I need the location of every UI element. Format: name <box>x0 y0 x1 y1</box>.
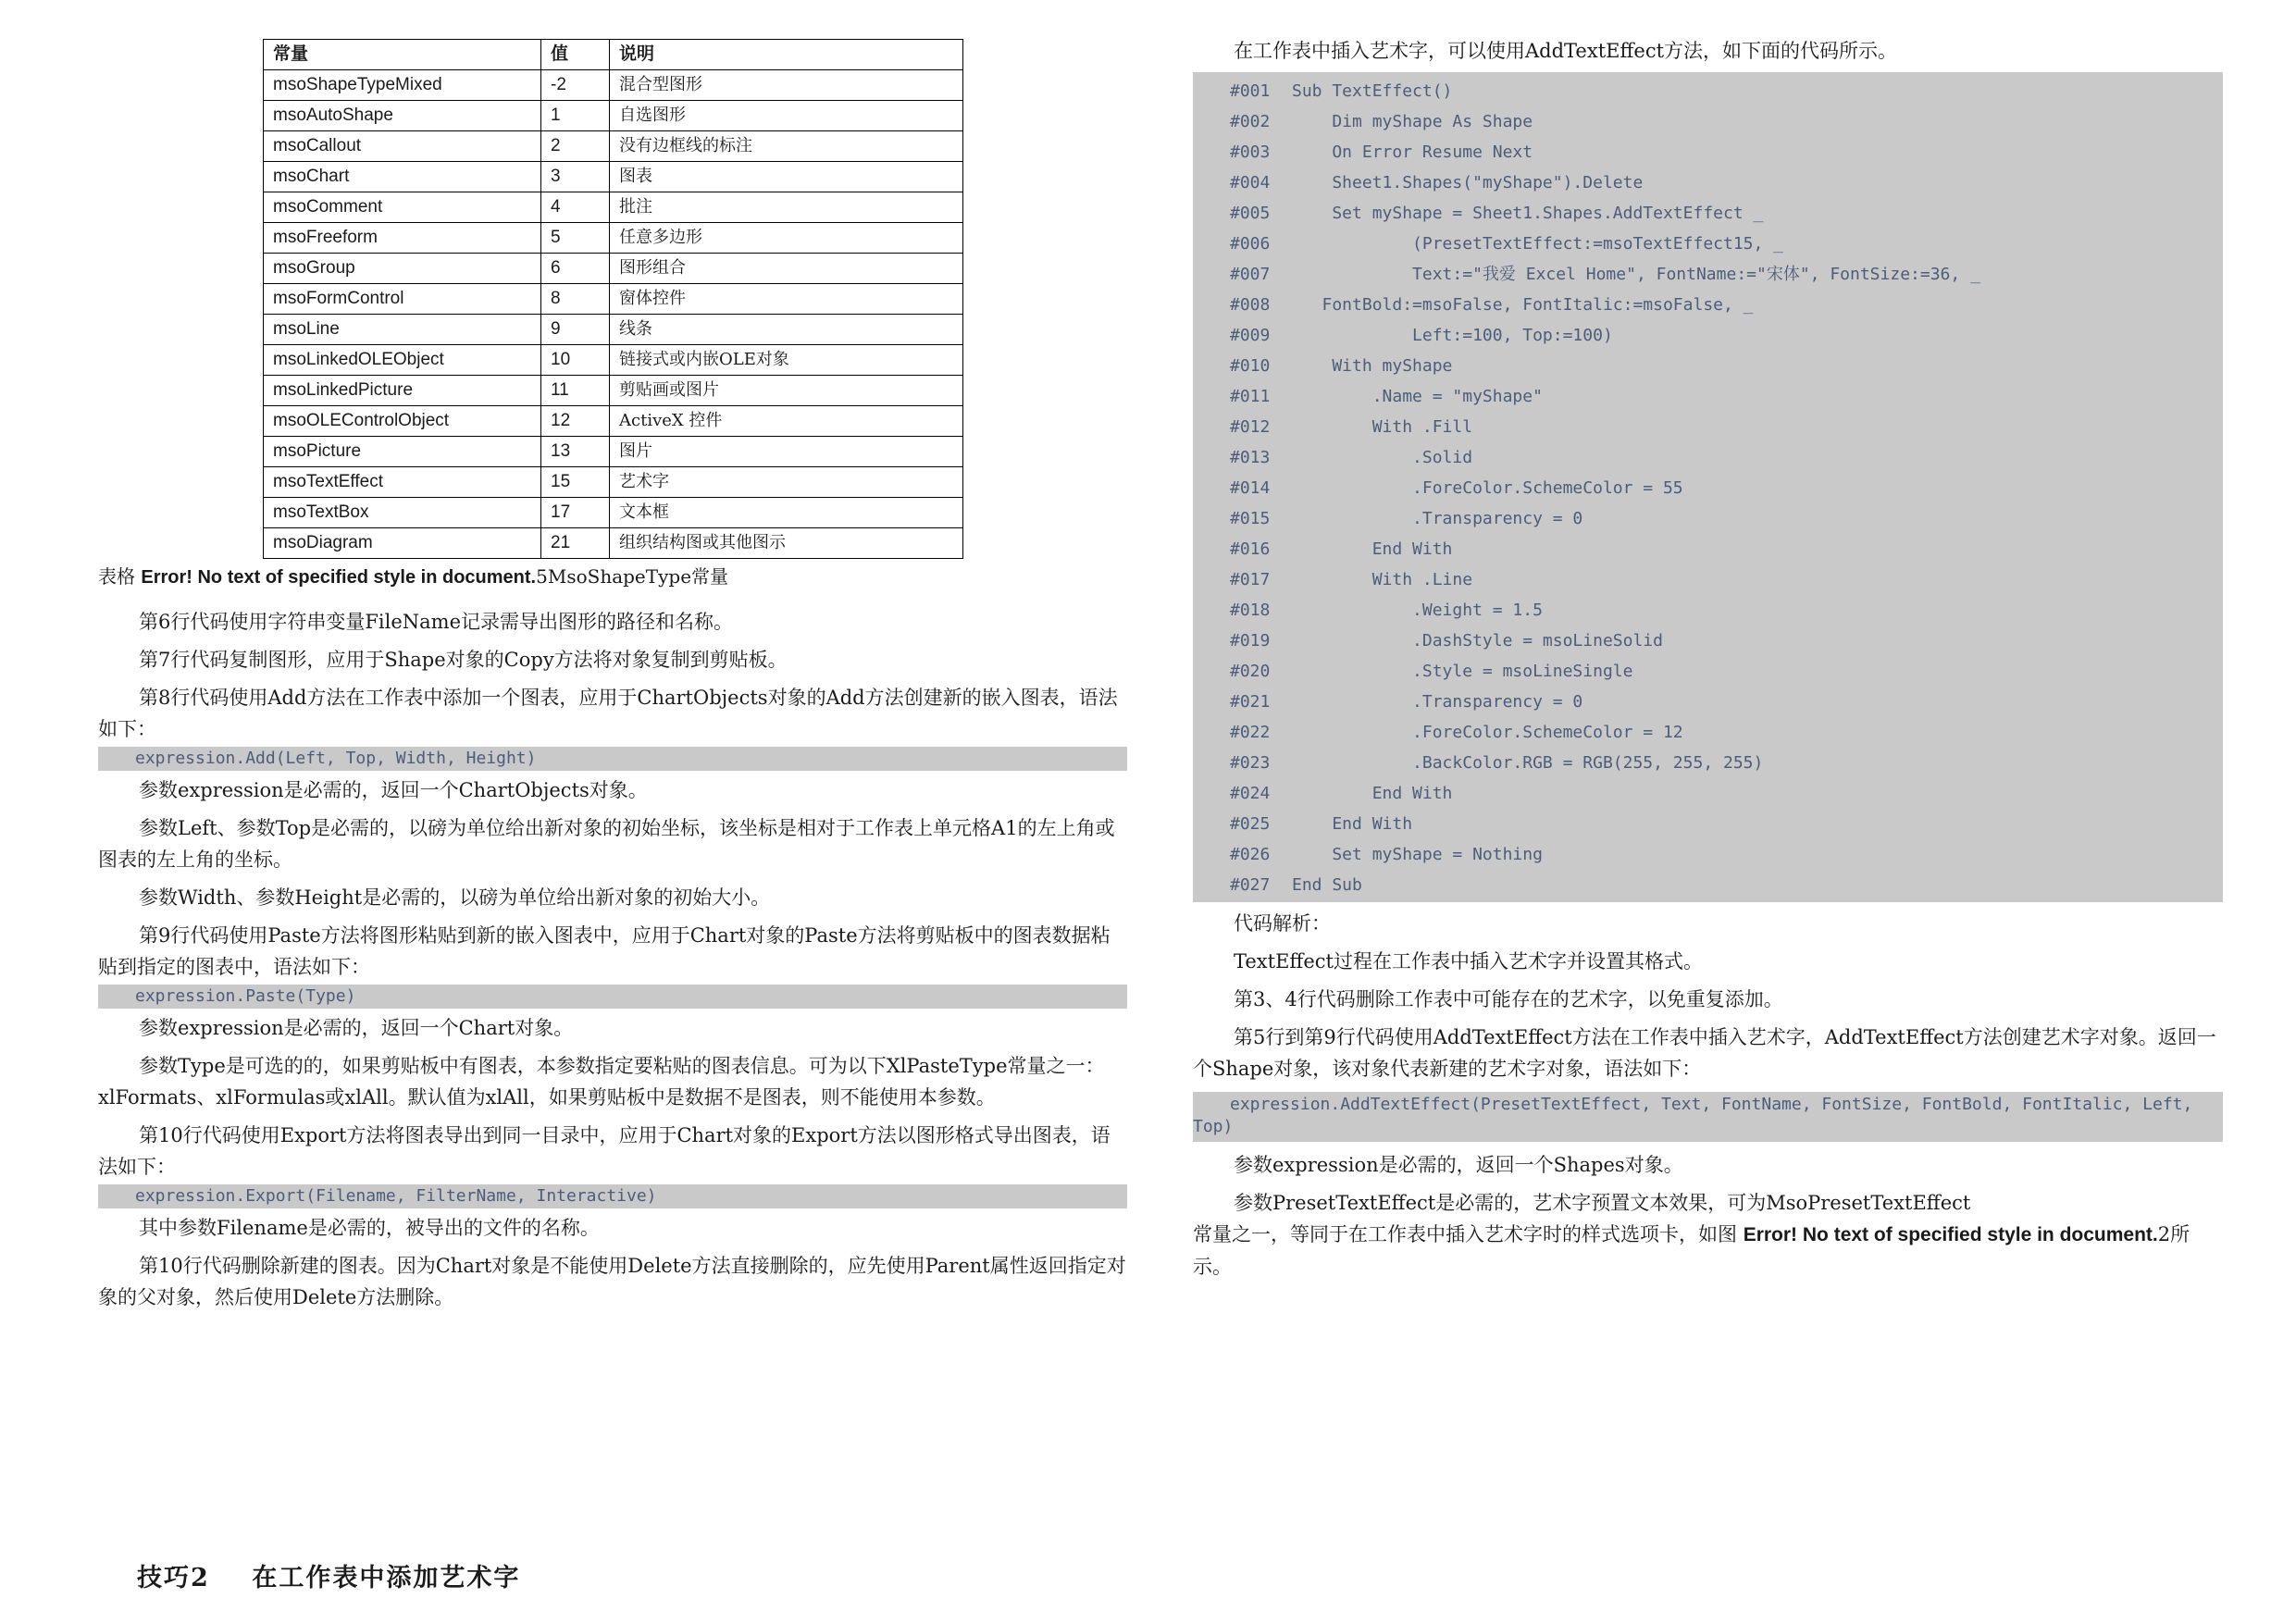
code-line-text: .Name = "myShape" <box>1292 387 1543 406</box>
table-cell-constant: msoTextBox <box>264 498 541 528</box>
table-row <box>264 284 963 315</box>
table-row <box>264 101 963 131</box>
code-line <box>1230 778 2223 809</box>
table-row <box>264 162 963 192</box>
code-line <box>1230 76 2223 106</box>
code-line <box>1230 106 2223 137</box>
code-line-number: #007 <box>1230 265 1271 284</box>
code-line-number: #008 <box>1230 295 1271 315</box>
paragraph: 参数PresetTextEffect是必需的，艺术字预置文本效果，可为MsoPresetTextEffect <box>1234 1192 1971 1214</box>
table-cell-description: 任意多边形 <box>610 223 963 254</box>
code-line <box>1230 442 2223 473</box>
code-line-number: #016 <box>1230 539 1271 559</box>
table-cell-value: 1 <box>541 101 610 131</box>
table-cell-constant: msoLinkedPicture <box>264 376 541 406</box>
table-row <box>264 70 963 101</box>
code-line <box>1230 320 2223 351</box>
table-cell-description: 线条 <box>610 315 963 345</box>
code-line-number: #026 <box>1230 845 1271 864</box>
table-row <box>264 345 963 376</box>
table-cell-value: 6 <box>541 254 610 284</box>
table-caption <box>98 561 1127 593</box>
paragraph: 在工作表中插入艺术字，可以使用AddTextEffect方法，如下面的代码所示。 <box>1234 40 1898 62</box>
code-snippet: expression.Paste(Type) <box>98 985 1127 1009</box>
table-body <box>264 70 963 559</box>
table-cell-description: 组织结构图或其他图示 <box>610 528 963 559</box>
code-line <box>1230 229 2223 259</box>
table-header-description: 说明 <box>610 40 963 70</box>
table-row <box>264 254 963 284</box>
paragraph: 代码解析： <box>1234 912 1331 935</box>
code-line <box>1230 473 2223 503</box>
caption-error-text: Error! No text of specified style in document. <box>141 567 537 588</box>
paragraph: 第7行代码复制图形，应用于Shape对象的Copy方法将对象复制到剪贴板。 <box>139 649 788 671</box>
code-line-number: #020 <box>1230 662 1271 681</box>
code-line-text: With .Line <box>1292 570 1473 589</box>
code-line-number: #010 <box>1230 356 1271 376</box>
table-cell-value: 15 <box>541 467 610 498</box>
code-line-text: Text:="我爱 Excel Home", FontName:="宋体", FontSize:=36, _ <box>1292 265 1980 284</box>
code-line-number: #017 <box>1230 570 1271 589</box>
code-line-text: End With <box>1292 539 1453 559</box>
code-line <box>1230 167 2223 198</box>
code-line-number: #011 <box>1230 387 1271 406</box>
code-line <box>1230 809 2223 839</box>
table-cell-value: 9 <box>541 315 610 345</box>
code-line <box>1230 259 2223 290</box>
table-cell-value: 10 <box>541 345 610 376</box>
code-line-text: .Solid <box>1292 448 1473 467</box>
table-cell-constant: msoChart <box>264 162 541 192</box>
table-cell-constant: msoTextEffect <box>264 467 541 498</box>
paragraph: 第5行到第9行代码使用AddTextEffect方法在工作表中插入艺术字，AddTextEffect方法创建艺术字对象。返回一个Shape对象，该对象代表新建的艺术字对象，语法如下： <box>1193 1026 2216 1080</box>
table-cell-constant: msoPicture <box>264 437 541 467</box>
paragraph: 第8行代码使用Add方法在工作表中添加一个图表，应用于ChartObjects对象的Add方法创建新的嵌入图表，语法如下： <box>98 687 1118 740</box>
code-snippet: expression.Export(Filename, FilterName, Interactive) <box>98 1184 1127 1208</box>
table-header-constant: 常量 <box>264 40 541 70</box>
code-line-text: End With <box>1292 814 1413 834</box>
code-line-number: #027 <box>1230 875 1271 895</box>
code-line-text: On Error Resume Next <box>1292 142 1533 162</box>
code-line <box>1230 717 2223 748</box>
paragraph: 第9行代码使用Paste方法将图形粘贴到新的嵌入图表中，应用于Chart对象的Paste方法将剪贴板中的图表数据粘贴到指定的图表中，语法如下： <box>98 924 1111 978</box>
paragraph: 第10行代码删除新建的图表。因为Chart对象是不能使用Delete方法直接删除的，应先使用Parent属性返回指定对象的父对象，然后使用Delete方法删除。 <box>98 1255 1126 1308</box>
code-line <box>1230 351 2223 381</box>
table-cell-constant: msoShapeTypeMixed <box>264 70 541 101</box>
paragraph: 第10行代码使用Export方法将图表导出到同一目录中，应用于Chart对象的Export方法以图形格式导出图表，语法如下： <box>98 1124 1111 1178</box>
code-line <box>1230 595 2223 626</box>
table-cell-description: 文本框 <box>610 498 963 528</box>
code-listing <box>1193 72 2223 902</box>
table-cell-description: 艺术字 <box>610 467 963 498</box>
code-line-text: .Style = msoLineSingle <box>1292 662 1633 681</box>
code-line-text: Set myShape = Sheet1.Shapes.AddTextEffect _ <box>1292 204 1764 223</box>
table-cell-value: 4 <box>541 192 610 223</box>
table-row <box>264 498 963 528</box>
code-line-text: .ForeColor.SchemeColor = 12 <box>1292 723 1683 742</box>
code-line <box>1230 839 2223 870</box>
code-line <box>1230 198 2223 229</box>
paragraph: 参数Width、参数Height是必需的，以磅为单位给出新对象的初始大小。 <box>139 886 771 909</box>
code-line-number: #025 <box>1230 814 1271 834</box>
paragraph: 第6行代码使用字符串变量FileName记录需导出图形的路径和名称。 <box>139 611 734 633</box>
code-line-number: #018 <box>1230 601 1271 620</box>
code-line-number: #006 <box>1230 234 1271 254</box>
code-line-text: .Weight = 1.5 <box>1292 601 1543 620</box>
code-line-number: #019 <box>1230 631 1271 650</box>
table-cell-description: 批注 <box>610 192 963 223</box>
paragraph: 参数Left、参数Top是必需的，以磅为单位给出新对象的初始坐标，该坐标是相对于工作表上单元格A1的左上角或图表的左上角的坐标。 <box>98 817 1115 871</box>
table-cell-constant: msoComment <box>264 192 541 223</box>
code-line-number: #004 <box>1230 173 1271 192</box>
code-line-text: Set myShape = Nothing <box>1292 845 1543 864</box>
code-snippet: expression.AddTextEffect(PresetTextEffect, Text, FontName, FontSize, FontBold, FontItalic, Left, Top) <box>1193 1092 2223 1142</box>
paragraph-text: 常量之一，等同于在工作表中插入艺术字时的样式选项卡，如图 <box>1193 1223 1744 1245</box>
code-line-text: (PresetTextEffect:=msoTextEffect15, _ <box>1292 234 1784 254</box>
table-cell-description: 图片 <box>610 437 963 467</box>
paragraph: 参数Type是可选的的，如果剪贴板中有图表，本参数指定要粘贴的图表信息。可为以下XlPasteType常量之一：xlFormats、xlFormulas或xlAll。默认值为xlAll，如果剪贴板中是数据不是图表，则不能使用本参数。 <box>98 1055 1105 1109</box>
paragraph: 参数expression是必需的，返回一个ChartObjects对象。 <box>139 779 648 801</box>
code-line <box>1230 626 2223 656</box>
code-line-number: #022 <box>1230 723 1271 742</box>
table-row <box>264 131 963 162</box>
code-line-text: .DashStyle = msoLineSolid <box>1292 631 1663 650</box>
code-line-number: #005 <box>1230 204 1271 223</box>
code-line-text: Sheet1.Shapes("myShape").Delete <box>1292 173 1644 192</box>
table-cell-value: 17 <box>541 498 610 528</box>
code-line-text: Dim myShape As Shape <box>1292 112 1533 131</box>
paragraph: 第3、4行代码删除工作表中可能存在的艺术字，以免重复添加。 <box>1234 988 1783 1010</box>
table-row <box>264 376 963 406</box>
table-cell-constant: msoCallout <box>264 131 541 162</box>
code-line <box>1230 564 2223 595</box>
paragraph: 参数expression是必需的，返回一个Shapes对象。 <box>1234 1154 1683 1176</box>
code-line-number: #001 <box>1230 81 1271 101</box>
table-cell-description: 链接式或内嵌OLE对象 <box>610 345 963 376</box>
code-line-text: .Transparency = 0 <box>1292 509 1583 528</box>
table-cell-description: 剪贴画或图片 <box>610 376 963 406</box>
code-line <box>1230 290 2223 320</box>
code-line-text: FontBold:=msoFalse, FontItalic:=msoFalse, _ <box>1292 295 1754 315</box>
table-row <box>264 223 963 254</box>
code-line-number: #023 <box>1230 753 1271 773</box>
paragraph: TextEffect过程在工作表中插入艺术字并设置其格式。 <box>1234 950 1703 973</box>
code-line-number: #003 <box>1230 142 1271 162</box>
table-row <box>264 437 963 467</box>
table-cell-value: -2 <box>541 70 610 101</box>
table-cell-value: 8 <box>541 284 610 315</box>
caption-suffix: 5MsoShapeType常量 <box>536 565 729 588</box>
table-cell-value: 2 <box>541 131 610 162</box>
table-cell-value: 11 <box>541 376 610 406</box>
caption-prefix: 表格 <box>98 565 142 588</box>
right-column <box>1193 35 2223 1282</box>
table-cell-constant: msoAutoShape <box>264 101 541 131</box>
table-cell-value: 21 <box>541 528 610 559</box>
code-line <box>1230 687 2223 717</box>
table-cell-constant: msoGroup <box>264 254 541 284</box>
code-line-number: #012 <box>1230 417 1271 437</box>
code-line-number: #024 <box>1230 784 1271 803</box>
msoshapetype-table <box>263 39 963 559</box>
code-line-number: #009 <box>1230 326 1271 345</box>
table-cell-value: 3 <box>541 162 610 192</box>
table-cell-description: ActiveX 控件 <box>610 406 963 437</box>
table-row <box>264 528 963 559</box>
table-cell-constant: msoLinkedOLEObject <box>264 345 541 376</box>
code-line <box>1230 748 2223 778</box>
table-cell-constant: msoLine <box>264 315 541 345</box>
table-cell-value: 12 <box>541 406 610 437</box>
code-line-number: #014 <box>1230 478 1271 498</box>
table-row <box>264 315 963 345</box>
table-cell-constant: msoFormControl <box>264 284 541 315</box>
table-header-row <box>264 40 963 70</box>
code-snippet: expression.Add(Left, Top, Width, Height) <box>98 747 1127 771</box>
table-header-value: 值 <box>541 40 610 70</box>
code-line-text: .ForeColor.SchemeColor = 55 <box>1292 478 1683 498</box>
code-line-number: #021 <box>1230 692 1271 712</box>
code-line <box>1230 534 2223 564</box>
table-row <box>264 192 963 223</box>
code-line-text: With .Fill <box>1292 417 1473 437</box>
code-line <box>1230 137 2223 167</box>
code-line <box>1230 870 2223 900</box>
paragraph: 其中参数Filename是必需的，被导出的文件的名称。 <box>139 1217 600 1239</box>
table-cell-description: 自选图形 <box>610 101 963 131</box>
code-line-number: #002 <box>1230 112 1271 131</box>
code-line-text: Left:=100, Top:=100) <box>1292 326 1613 345</box>
table-cell-constant: msoFreeform <box>264 223 541 254</box>
code-line <box>1230 503 2223 534</box>
table-cell-constant: msoDiagram <box>264 528 541 559</box>
paragraph: 参数expression是必需的，返回一个Chart对象。 <box>139 1017 574 1039</box>
table-cell-description: 窗体控件 <box>610 284 963 315</box>
left-column <box>98 39 1127 1313</box>
error-reference-text: Error! No text of specified style in document. <box>1743 1224 2158 1245</box>
code-line <box>1230 412 2223 442</box>
table-row <box>264 467 963 498</box>
code-line-text: Sub TextEffect() <box>1292 81 1453 101</box>
code-line-text: End With <box>1292 784 1453 803</box>
table-cell-constant: msoOLEControlObject <box>264 406 541 437</box>
table-cell-description: 图形组合 <box>610 254 963 284</box>
code-line-text: End Sub <box>1292 875 1362 895</box>
table-cell-value: 5 <box>541 223 610 254</box>
code-line-text: .BackColor.RGB = RGB(255, 255, 255) <box>1292 753 1764 773</box>
code-line <box>1230 381 2223 412</box>
paragraph-text: 2所示。 <box>1193 1223 2191 1278</box>
code-line-number: #013 <box>1230 448 1271 467</box>
table-cell-description: 图表 <box>610 162 963 192</box>
code-line <box>1230 656 2223 687</box>
code-line-number: #015 <box>1230 509 1271 528</box>
paragraph <box>1193 1219 2223 1282</box>
code-line-text: With myShape <box>1292 356 1453 376</box>
table-cell-description: 混合型图形 <box>610 70 963 101</box>
table-row <box>264 406 963 437</box>
table-cell-description: 没有边框线的标注 <box>610 131 963 162</box>
section-heading: 技巧2 在工作表中添加艺术字 <box>137 1564 521 1592</box>
code-line-text: .Transparency = 0 <box>1292 692 1583 712</box>
table-cell-value: 13 <box>541 437 610 467</box>
